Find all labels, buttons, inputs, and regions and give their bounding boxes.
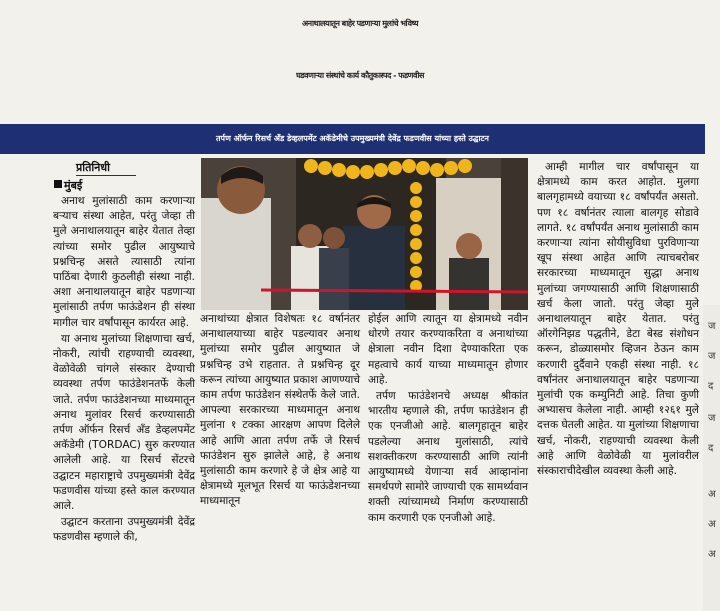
paragraph: तर्पण फाउंडेशनचे अध्यक्ष श्रीकांत भारतीय म्हणाले की, तर्पण फाउंडेशन ही एक एनजीओ आहे. बालगृहातून बाहेर पडलेल्या अनाथ मुलांसाठी, त्यांचे सशक्तीकरण करण्यासाठी आणि त्यांनी आयुष्यामध्ये येणाऱ्या सर्व आव्हानांना समर्थपणे सामोरे जाण्याची एक सामर्थ्यवान शक्ती त्यांच्यामध्ये निर्माण करण्यासाठी काम करणारी एक एनजीओ आहे. <box>368 390 528 524</box>
paragraph: होईल आणि त्यातून या क्षेत्रामध्ये नवीन धोरणे तयार करण्याकरिता व अनाथांच्या क्षेत्राला नवीन दिशा देण्याकरिता एक महत्वाचे कार्य याच्या माध्यमातून होणार आहे. <box>368 313 528 386</box>
paragraph: या अनाथ मुलांच्या शिक्षणाचा खर्च, नोकरी, त्यांची राहण्याची व्यवस्था, वेळोवेळी चांगले संस्कार देण्याची व्यवस्था तर्पण फाउंडेशनतर्फे केली जाते. तर्पण फाउंडेशनच्या माध्यमातून अनाथ मुलांवर रिसर्च करण्यासाठी तर्पण ऑर्फन रिसर्च अँड डेव्हलपमेंट अकॅडेमी (TORDAC) सुरु करण्यात आलेली आहे. या रिसर्च सेंटरचे उद्घाटन महाराष्ट्राचे उपमुख्यमंत्री देवेंद्र फडणवीस यांच्या हस्ते काल करण्यात आले. <box>53 332 195 513</box>
subheadline: तर्पण ऑर्फन रिसर्च अँड डेव्हलपमेंट अकॅडेमीचे उपमुख्यमंत्री देवेंद्र फडणवीस यांच्या हस्ते उद्घाटन <box>215 134 490 143</box>
edge-fragment: द <box>708 381 714 392</box>
edge-fragment: द <box>708 443 714 454</box>
paragraph: उद्घाटन करताना उपमुख्यमंत्री देवेंद्र फडणवीस म्हणाले की, <box>53 516 195 544</box>
article-column-1 <box>53 194 195 547</box>
people-background <box>291 224 349 310</box>
article-column-3 <box>368 312 528 527</box>
article-column-4 <box>537 160 699 480</box>
door-frame <box>501 158 528 310</box>
article-column-2 <box>200 312 360 511</box>
ribbon-cutting-photo <box>201 158 528 310</box>
edge-fragment: ज <box>708 351 716 362</box>
paragraph: अनाथ मुलांसाठी काम करणाऱ्या बऱ्याच संस्था आहेत, परंतु जेव्हा ती मुले अनाथालयातून बाहेर येतात तेव्हा त्यांच्या समोर पुढील आयुष्याचे प्रश्नचिन्ह असते त्यासाठी त्यांना पाठिंबा देणारी कुठलीही संस्था नाही. अशा अनाथालयातून बाहेर पडणाऱ्या मुलांसाठी तर्पण फाऊंडेशन ही संस्था मागील चार वर्षांपासून कार्यरत आहे. <box>53 195 195 329</box>
ribbon <box>261 290 528 292</box>
news-photo <box>201 158 528 310</box>
edge-fragment: ज <box>708 413 716 424</box>
edge-fragment: अ <box>708 549 716 560</box>
edge-fragment: अ <box>708 489 716 500</box>
edge-fragment: अ <box>708 519 716 530</box>
headline-line-1: अनाथालयातून बाहेर पडणाऱ्या मुलांचे भविष्य <box>301 19 419 28</box>
byline-rule <box>76 175 136 176</box>
headline-line-2: घडवणाऱ्या संस्थांचे कार्य कौतुकास्पद - फडणवीस <box>296 71 424 80</box>
dateline: मुंबई <box>64 179 83 192</box>
paragraph: अनाथांच्या क्षेत्रात विशेषतः १८ वर्षानंतर अनाथालयाच्या बाहेर पडल्यावर अनाथ मुलांच्या समोर पुढील आयुष्यात जे प्रश्नचिन्ह उभे राहतात. ते प्रश्नचिन्ह दूर करून त्यांच्या आयुष्यात प्रकाश आणण्याचे काम तर्पण फाउंडेशन संस्थेतर्फे केले जाते. आपल्या सरकारच्या माध्यमातून अनाथ मुलांना १ टक्का आरक्षण आपण दिलेले आहे आणि आता तर्पण तर्फे जे रिसर्च फाउंडेशन सुरु झालेले आहे, हे अनाथ मुलांसाठी काम करणारे हे जे क्षेत्र आहे या क्षेत्रामध्ये मूलभूत रिसर्च या फाऊंडेशनच्या माध्यमातून <box>200 313 360 508</box>
dateline-bullet <box>54 180 62 188</box>
edge-fragment: ज <box>708 321 716 332</box>
byline: प्रतिनिधी <box>76 161 110 174</box>
paragraph: आम्ही मागील चार वर्षांपासून या क्षेत्रामध्ये काम करत आहोत. मुलगा बालगृहामध्ये वयाच्या १८ वर्षांपर्यंत असतो. पण १८ वर्षानंतर त्याला बालगृह सोडावे लागते. १८ वर्षांपर्यंत अनाथ मुलांसाठी काम करणाऱ्या त्यांना सोयीसुविधा पुरविणाऱ्या खूप संस्था आहेत आणि त्याचबरोबर सरकारच्या माध्यमातून सुद्धा अनाथ मुलांच्या जगण्यासाठी आणि शिक्षणासाठी खर्च केला जातो. परंतु जेव्हा मुले अनाथालयातून बाहेर येतात. परंतु ऑरगेनिझड पद्धतीने, डेटा बेस्ड संशोधन करून, डोळ्यासमोर व्हिजन ठेऊन काम करणारी दुर्दैवाने एकही संस्था नाही. १८ वर्षांनंतर अनाथालयातून बाहेर पडणाऱ्या मुलांची एक कम्युनिटी आहे. तिचा कुणी अभ्यासच केलेला नाही. आम्ही १२६१ मुले दत्तक घेतली आहेत. या मुलांच्या शिक्षणाचा खर्च, नोकरी, राहण्याची व्यवस्था केली आहे आणि वेळोवेळी या मुलांवरील संस्काराचीदेखील व्यवस्था केली आहे. <box>537 161 699 478</box>
